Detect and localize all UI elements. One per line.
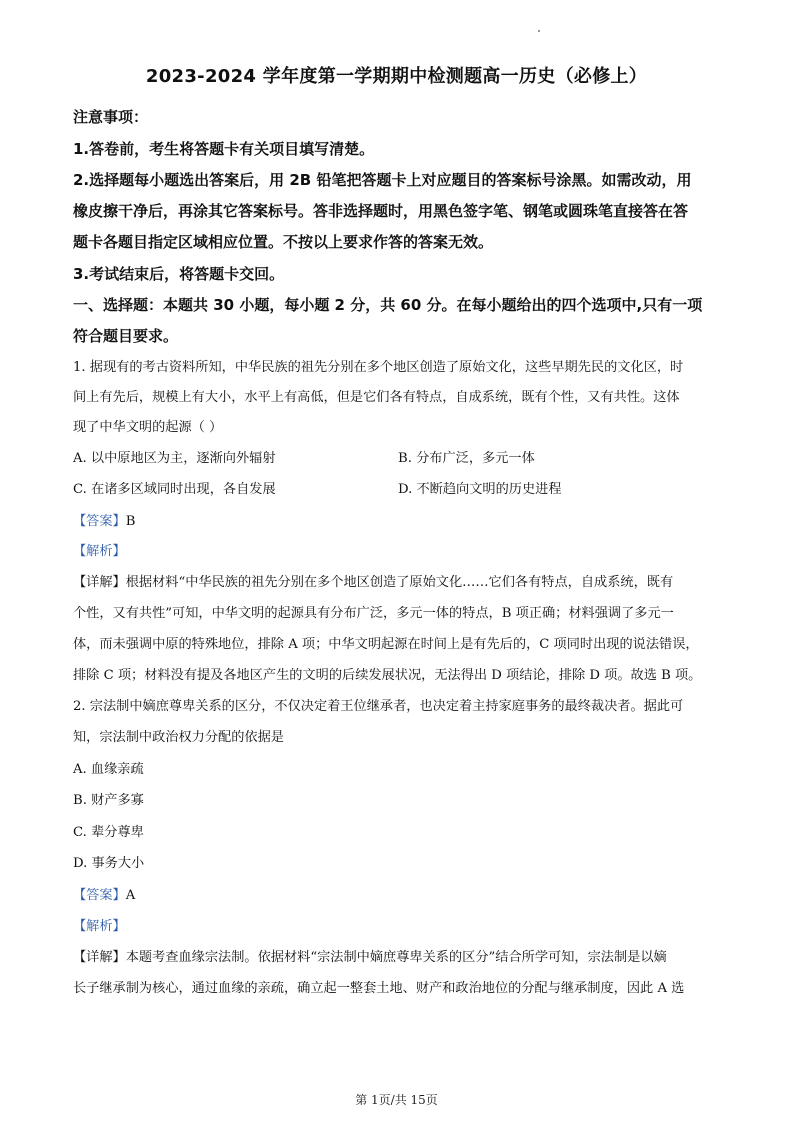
q2-option-d: D. 事务大小 — [73, 856, 145, 871]
q2-option-b: B. 财产多寡 — [73, 793, 144, 808]
detail-tag: 【详解】 — [73, 950, 126, 965]
q2-detail-line2: 长子继承制为核心，通过血缘的亲疏，确立起一整套土地、财产和政治地位的分配与继承制度，因此 A 选 — [73, 981, 685, 996]
page-title: 2023-2024 学年度第一学期期中检测题高一历史（必修上） — [145, 66, 648, 87]
q1-option-b: B. 分布广泛，多元一体 — [398, 451, 535, 466]
notice-item-2-line1: 2.选择题每小题选出答案后，用 2B 铅笔把答题卡上对应题目的答案标号涂黑。如需改动，用 — [73, 171, 692, 189]
q2-answer — [73, 881, 728, 911]
q2-detail-text-1: 本题考查血缘宗法制。依据材料“宗法制中嫡庶尊卑关系的区分”结合所学可知，宗法制是以嫡 — [125, 950, 667, 965]
q2-answer-value: A — [125, 888, 136, 903]
q1-analysis-tag: 【解析】 — [73, 544, 126, 559]
q1-detail-line4: 排除 C 项；材料没有提及各地区产生的文明的后续发展状况，无法得出 D 项结论，排除 D 项。故选 B 项。 — [73, 668, 702, 683]
q1-option-d: D. 不断趋向文明的历史进程 — [398, 482, 562, 497]
q1-stem-line2: 间上有先后，规模上有大小，水平上有高低，但是它们各有特点，自成系统，既有个性，又有共性。这体 — [73, 390, 680, 405]
notice-item-1: 1.答卷前，考生将答题卡有关项目填写清楚。 — [73, 140, 375, 158]
q1-detail-text-1: 根据材料“中华民族的祖先分别在多个地区创造了原始文化……它们各有特点，自成系统，既有 — [125, 575, 674, 590]
q1-answer-value: B — [125, 514, 136, 529]
q2-stem-line1: 2. 宗法制中嫡庶尊卑关系的区分，不仅决定着王位继承者，也决定着主持家庭事务的最终裁决者。据此可 — [73, 699, 684, 714]
q2-detail-line1 — [73, 943, 728, 973]
q1-answer — [73, 507, 728, 537]
section-heading-line2: 符合题目要求。 — [73, 327, 179, 345]
q1-options-row2 — [73, 475, 728, 505]
q1-stem-line1: 1. 据现有的考古资料所知，中华民族的祖先分别在多个地区创造了原始文化，这些早期先民的文化区，时 — [73, 360, 684, 375]
q1-detail-line2: 个性，又有共性”可知，中华文明的起源具有分布广泛，多元一体的特点，B 项正确；材料强调了多元一 — [73, 606, 674, 621]
q2-option-c: C. 辈分尊卑 — [73, 825, 144, 840]
notice-heading: 注意事项： — [73, 108, 149, 126]
scan-dot — [538, 30, 540, 32]
q1-options-row1 — [73, 444, 728, 474]
detail-tag: 【详解】 — [73, 575, 126, 590]
section-heading-line1: 一、选择题：本题共 30 小题，每小题 2 分，共 60 分。在每小题给出的四个选项中,只有一项 — [73, 296, 703, 314]
q1-option-a: A. 以中原地区为主，逐渐向外辐射 — [73, 451, 276, 466]
answer-tag: 【答案】 — [73, 514, 126, 529]
q2-analysis-tag: 【解析】 — [73, 919, 126, 934]
q1-detail-line1 — [73, 568, 728, 598]
notice-item-2-line3: 题卡各题目指定区域相应位置。不按以上要求作答的答案无效。 — [73, 233, 494, 251]
q2-stem-line2: 知，宗法制中政治权力分配的依据是 — [73, 730, 284, 745]
q1-detail-line3: 体，而未强调中原的特殊地位，排除 A 项；中华文明起源在时间上是有先后的，C 项同时出现的说法错误， — [73, 637, 699, 652]
page-footer: 第 1页/共 15页 — [355, 1093, 438, 1107]
notice-item-2-line2: 橡皮擦干净后，再涂其它答案标号。答非选择题时，用黑色签字笔、钢笔或圆珠笔直接答在答 — [73, 202, 689, 220]
answer-tag: 【答案】 — [73, 888, 126, 903]
q1-stem-line3: 现了中华文明的起源（ ） — [73, 420, 223, 435]
q1-option-c: C. 在诸多区域同时出现，各自发展 — [73, 482, 276, 497]
notice-item-3: 3.考试结束后，将答题卡交回。 — [73, 265, 285, 283]
q2-option-a: A. 血缘亲疏 — [73, 762, 144, 777]
